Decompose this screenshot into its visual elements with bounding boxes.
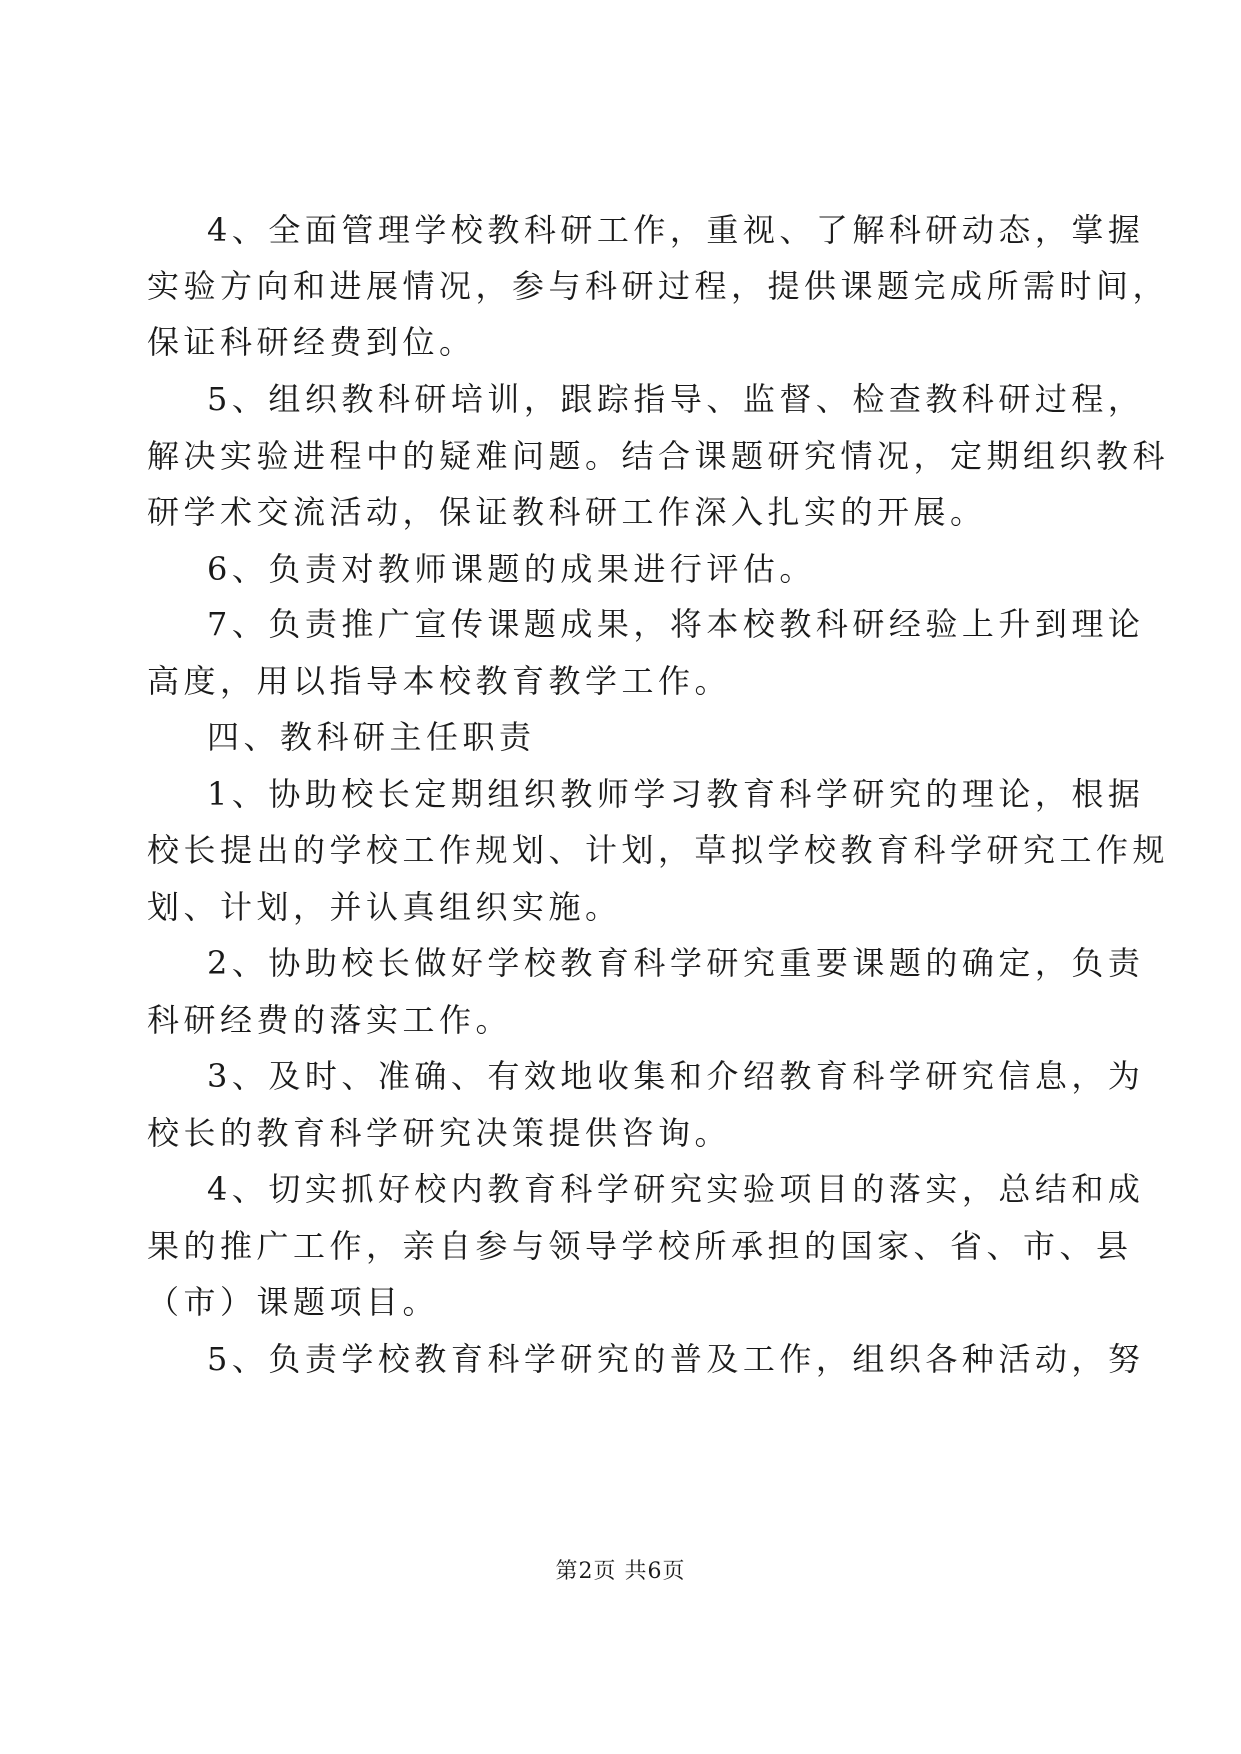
- section-heading: 四、教科研主任职责: [207, 718, 536, 756]
- text-line: 校长提出的学校工作规划、计划，草拟学校教育科学研究工作规: [147, 831, 1170, 869]
- text-line: 划、计划，并认真组织实施。: [147, 888, 622, 926]
- text-line: 解决实验进程中的疑难问题。结合课题研究情况，定期组织教科: [147, 437, 1170, 475]
- text-line: 实验方向和进展情况，参与科研过程，提供课题完成所需时间，: [147, 267, 1170, 305]
- text-line: 4、全面管理学校教科研工作，重视、了解科研动态，掌握: [207, 211, 1145, 249]
- text-line: 4、切实抓好校内教育科学研究实验项目的落实，总结和成: [207, 1170, 1145, 1208]
- text-line: 5、组织教科研培训，跟踪指导、监督、检查教科研过程，: [207, 380, 1145, 418]
- text-line: （市）课题项目。: [147, 1283, 440, 1321]
- text-line: 科研经费的落实工作。: [147, 1001, 513, 1039]
- text-line: 校长的教育科学研究决策提供咨询。: [147, 1114, 732, 1152]
- text-line: 7、负责推广宣传课题成果，将本校教科研经验上升到理论: [207, 605, 1145, 643]
- text-line: 1、协助校长定期组织教师学习教育科学研究的理论，根据: [207, 775, 1145, 813]
- text-line: 果的推广工作，亲自参与领导学校所承担的国家、省、市、县: [147, 1227, 1133, 1265]
- text-line: 研学术交流活动，保证教科研工作深入扎实的开展。: [147, 493, 987, 531]
- text-line: 保证科研经费到位。: [147, 323, 476, 361]
- page-number-footer: 第2页 共6页: [555, 1559, 686, 1584]
- text-line: 5、负责学校教育科学研究的普及工作，组织各种活动，努: [207, 1340, 1145, 1378]
- text-line: 高度，用以指导本校教育教学工作。: [147, 662, 732, 700]
- text-line: 2、协助校长做好学校教育科学研究重要课题的确定，负责: [207, 944, 1145, 982]
- text-line: 6、负责对教师课题的成果进行评估。: [207, 550, 816, 588]
- text-line: 3、及时、准确、有效地收集和介绍教育科学研究信息，为: [207, 1057, 1145, 1095]
